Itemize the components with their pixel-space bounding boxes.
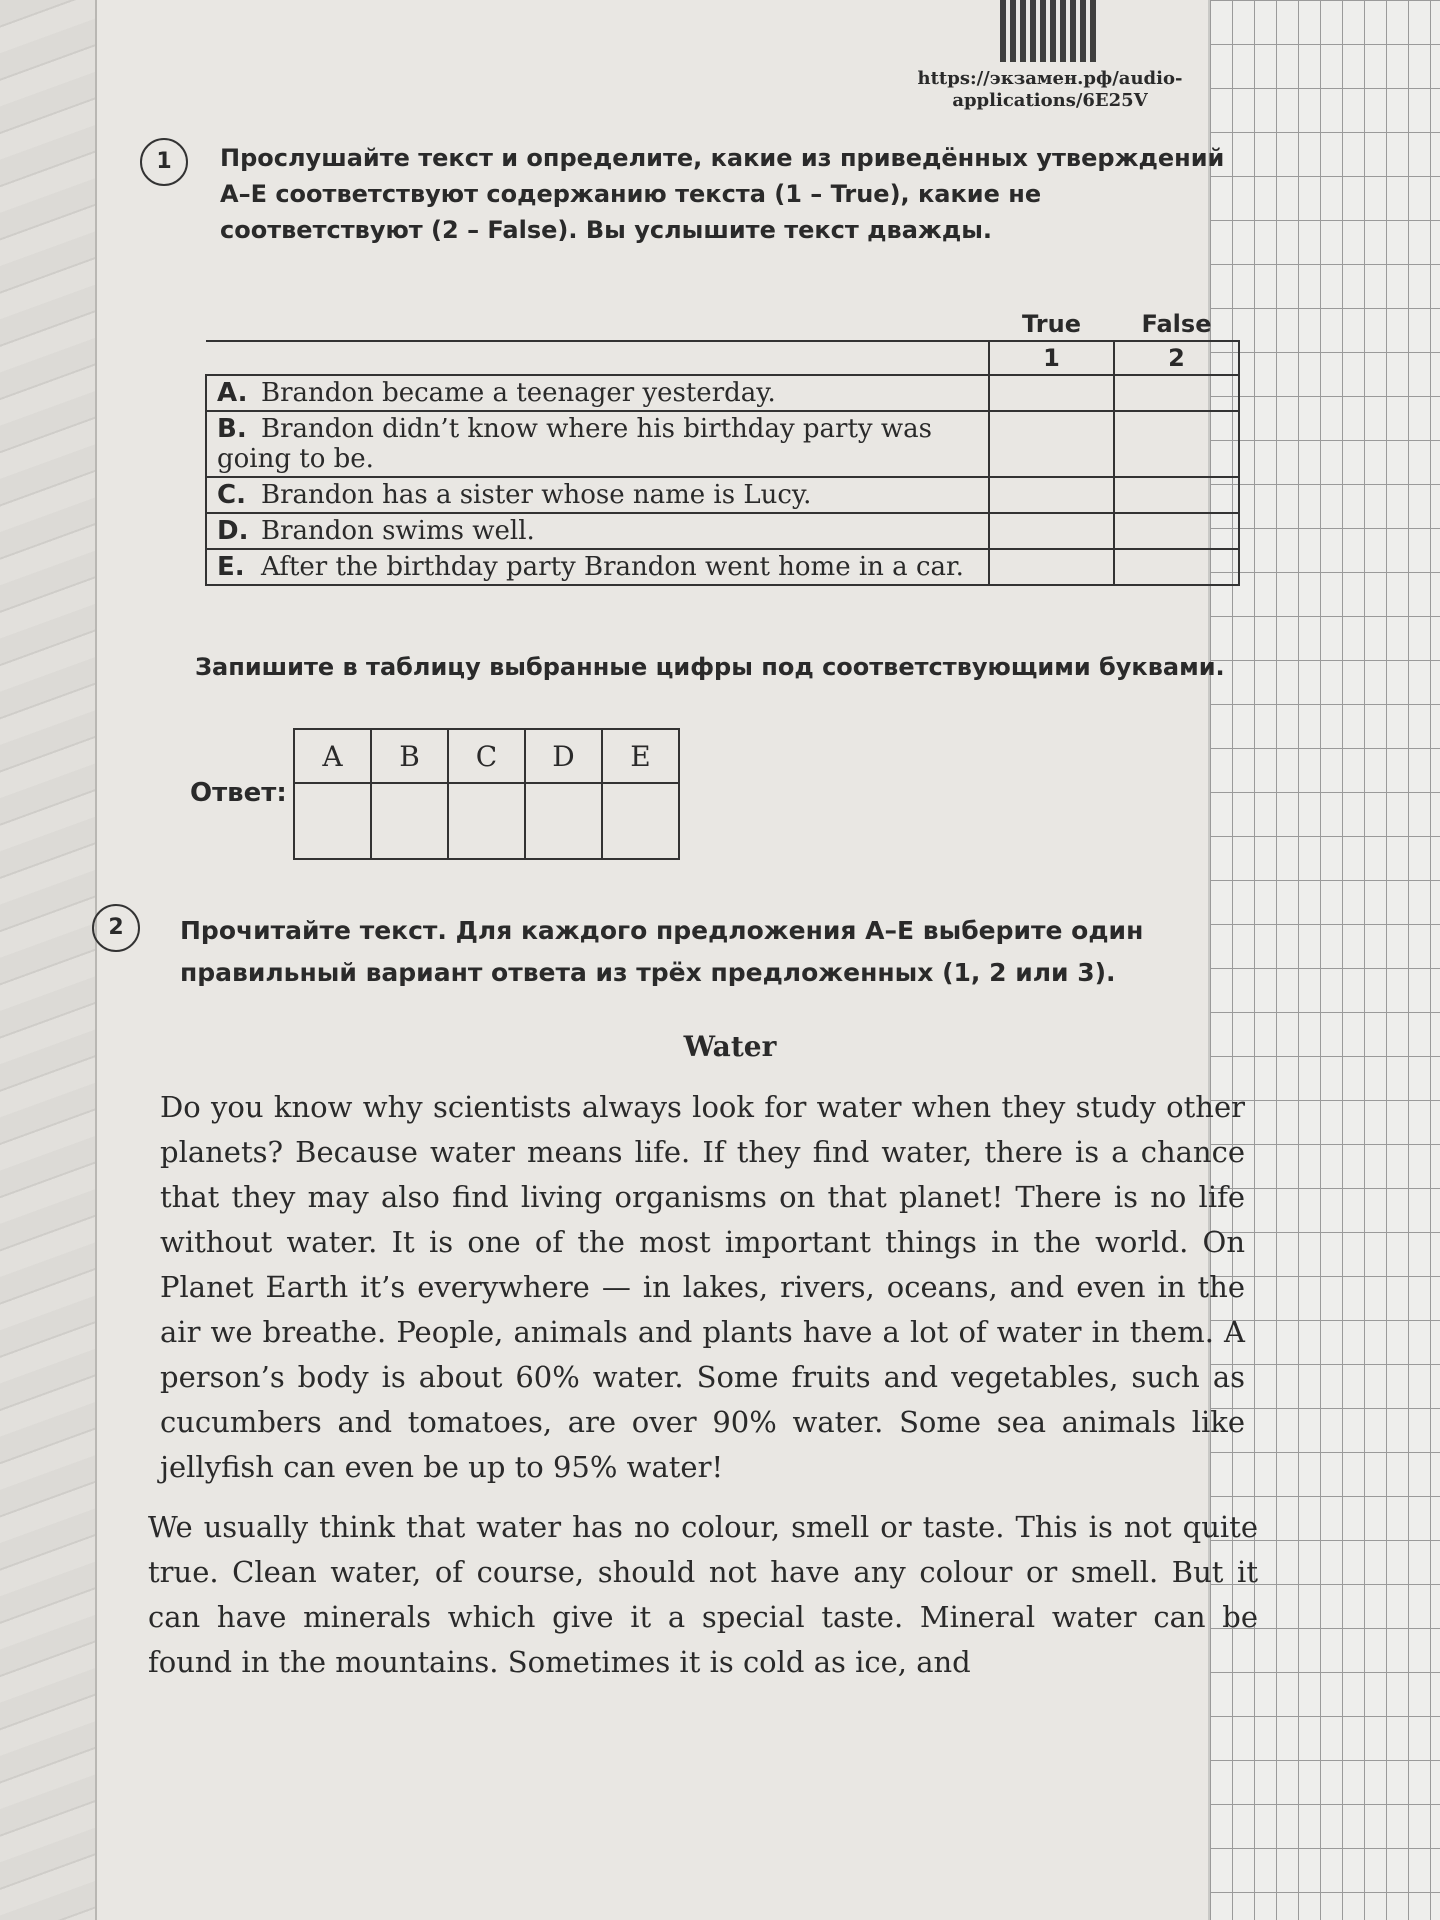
answer-column-header: C: [448, 729, 525, 783]
table-row: [206, 513, 1239, 549]
audio-link[interactable]: [900, 68, 1200, 112]
answer-box-b[interactable]: [371, 783, 448, 859]
task-1-instruction: Прослушайте текст и определите, какие из приведённых утверждений А–Е соответствуют содержанию текста (1 – True), какие не соответствуют (2 – False). Вы услышите текст дважды.: [220, 144, 1225, 244]
statement-letter: B.: [217, 414, 247, 444]
true-number: 1: [989, 341, 1114, 375]
answer-box-d[interactable]: [525, 783, 602, 859]
answer-cell-false[interactable]: [1114, 375, 1239, 411]
statement-letter: E.: [217, 552, 245, 582]
exam-page: [110, 0, 1270, 1920]
answer-cell-true[interactable]: [989, 411, 1114, 477]
statement-letter: A.: [217, 378, 248, 408]
answer-label: Ответ:: [190, 778, 287, 808]
answer-cell-true[interactable]: [989, 513, 1114, 549]
table-row: [206, 477, 1239, 513]
answer-cell-false[interactable]: [1114, 513, 1239, 549]
table-row: [206, 375, 1239, 411]
statement-text: Brandon became a teenager yesterday.: [261, 378, 776, 408]
true-header: True: [1022, 310, 1081, 338]
answer-cell-true[interactable]: [989, 549, 1114, 585]
reading-paragraph-2: We usually think that water has no colour, smell or taste. This is not quite true. Clean water, of course, should not have any colour or smell. But it can have minerals which give it a special taste. Mineral water can be found in the mountains. Sometimes it is cold as ice, and: [148, 1510, 1258, 1679]
reading-paragraph-1: Do you know why scientists always look for water when they study other planets? Because water means life. If they find water, there is a chance that they may also find living organisms on that planet! There is no life without water. It is one of the most important things in the world. On Planet Earth it’s everywhere — in lakes, rivers, oceans, and even in the air we breathe. People, animals and plants have a lot of water in them. A person’s body is about 60% water. Some fruits and vegetables, such as cucumbers and tomatoes, are over 90% water. Some sea animals like jellyfish can even be up to 95% water!: [160, 1090, 1245, 1484]
statement-text: Brandon has a sister whose name is Lucy.: [261, 480, 812, 510]
answer-column-header: E: [602, 729, 679, 783]
task-2-instruction: Прочитайте текст. Для каждого предложения А–Е выберите один правильный вариант ответа из трёх предложенных (1, 2 или 3).: [180, 916, 1144, 987]
answer-cell-false[interactable]: [1114, 477, 1239, 513]
answer-cell-false[interactable]: [1114, 411, 1239, 477]
answer-box-e[interactable]: [602, 783, 679, 859]
notebook-spiral-edge: [0, 0, 97, 1920]
false-number: 2: [1114, 341, 1239, 375]
statement-text: Brandon swims well.: [261, 516, 535, 546]
answer-grid: [293, 728, 680, 860]
false-header: False: [1141, 310, 1212, 338]
write-instruction: Запишите в таблицу выбранные цифры под соответствующими буквами.: [195, 653, 1225, 681]
answer-column-header: A: [294, 729, 371, 783]
answer-cell-true[interactable]: [989, 477, 1114, 513]
true-false-table: [205, 308, 1240, 586]
statement-text: Brandon didn’t know where his birthday party was going to be.: [217, 414, 932, 474]
statement-letter: D.: [217, 516, 249, 546]
answer-cell-true[interactable]: [989, 375, 1114, 411]
table-row: [206, 411, 1239, 477]
statement-text: After the birthday party Brandon went home in a car.: [261, 552, 964, 582]
task-1-number: 1: [140, 138, 188, 186]
qr-code: [1000, 0, 1100, 62]
answer-column-header: D: [525, 729, 602, 783]
answer-column-header: B: [371, 729, 448, 783]
audio-link-line1: https://экзамен.рф/audio-: [917, 68, 1183, 89]
audio-link-line2: applications/6E25V: [952, 90, 1148, 111]
table-row: [206, 549, 1239, 585]
statement-letter: C.: [217, 480, 246, 510]
answer-cell-false[interactable]: [1114, 549, 1239, 585]
answer-box-a[interactable]: [294, 783, 371, 859]
answer-box-c[interactable]: [448, 783, 525, 859]
text-title: Water: [683, 1030, 777, 1063]
task-2-number: 2: [92, 904, 140, 952]
